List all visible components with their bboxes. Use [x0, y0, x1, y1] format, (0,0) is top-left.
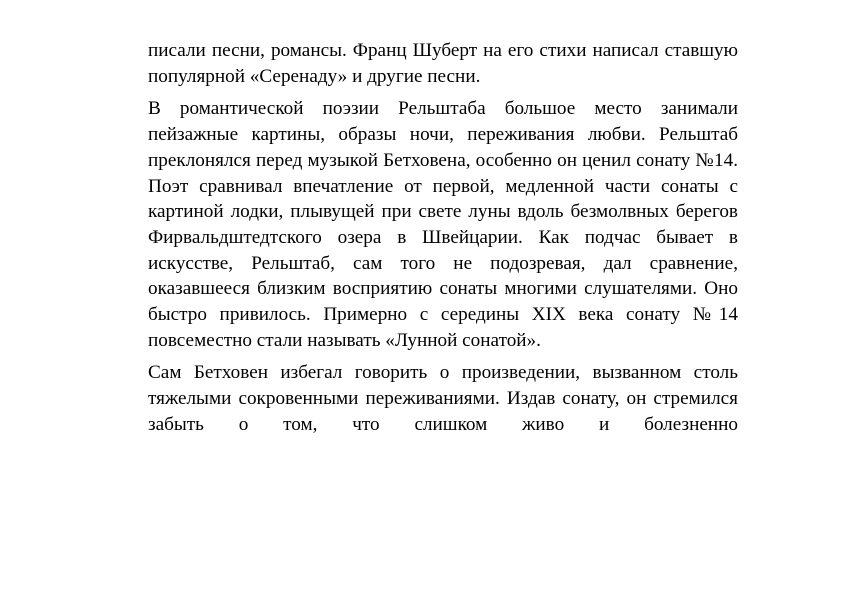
paragraph-2: В романтической поэзии Рельштаба большое место занимали пейзажные картины, образы ночи, переживания любви. Рельштаб преклонялся перед музыкой Бетховена, особенно он ценил сонату №14. Поэт сравнивал впечатление от первой, медленной части сонаты с картиной лодки, плывущей при свете луны вдоль безмолвных берегов Фирвальдштедтского озера в Швейцарии. Как подчас бывает в искусстве, Рельштаб, сам того не подозревая, дал сравнение, оказавшееся близким восприятию сонаты многими слушателями. Оно быстро привилось. Примерно с середины XIX века сонату №14 повсеместно стали называть «Лунной сонатой». [148, 98, 738, 351]
paragraph-1: писали песни, романсы. Франц Шуберт на его стихи написал ставшую популярной «Серенаду» и другие песни. [148, 40, 738, 87]
document-body [148, 38, 738, 445]
paragraph-3: Сам Бетховен избегал говорить о произведении, вызванном столь тяжелыми сокровенными переживаниями. Издав сонату, он стремился забыть о том, что слишком живо и болезненно [148, 362, 738, 435]
